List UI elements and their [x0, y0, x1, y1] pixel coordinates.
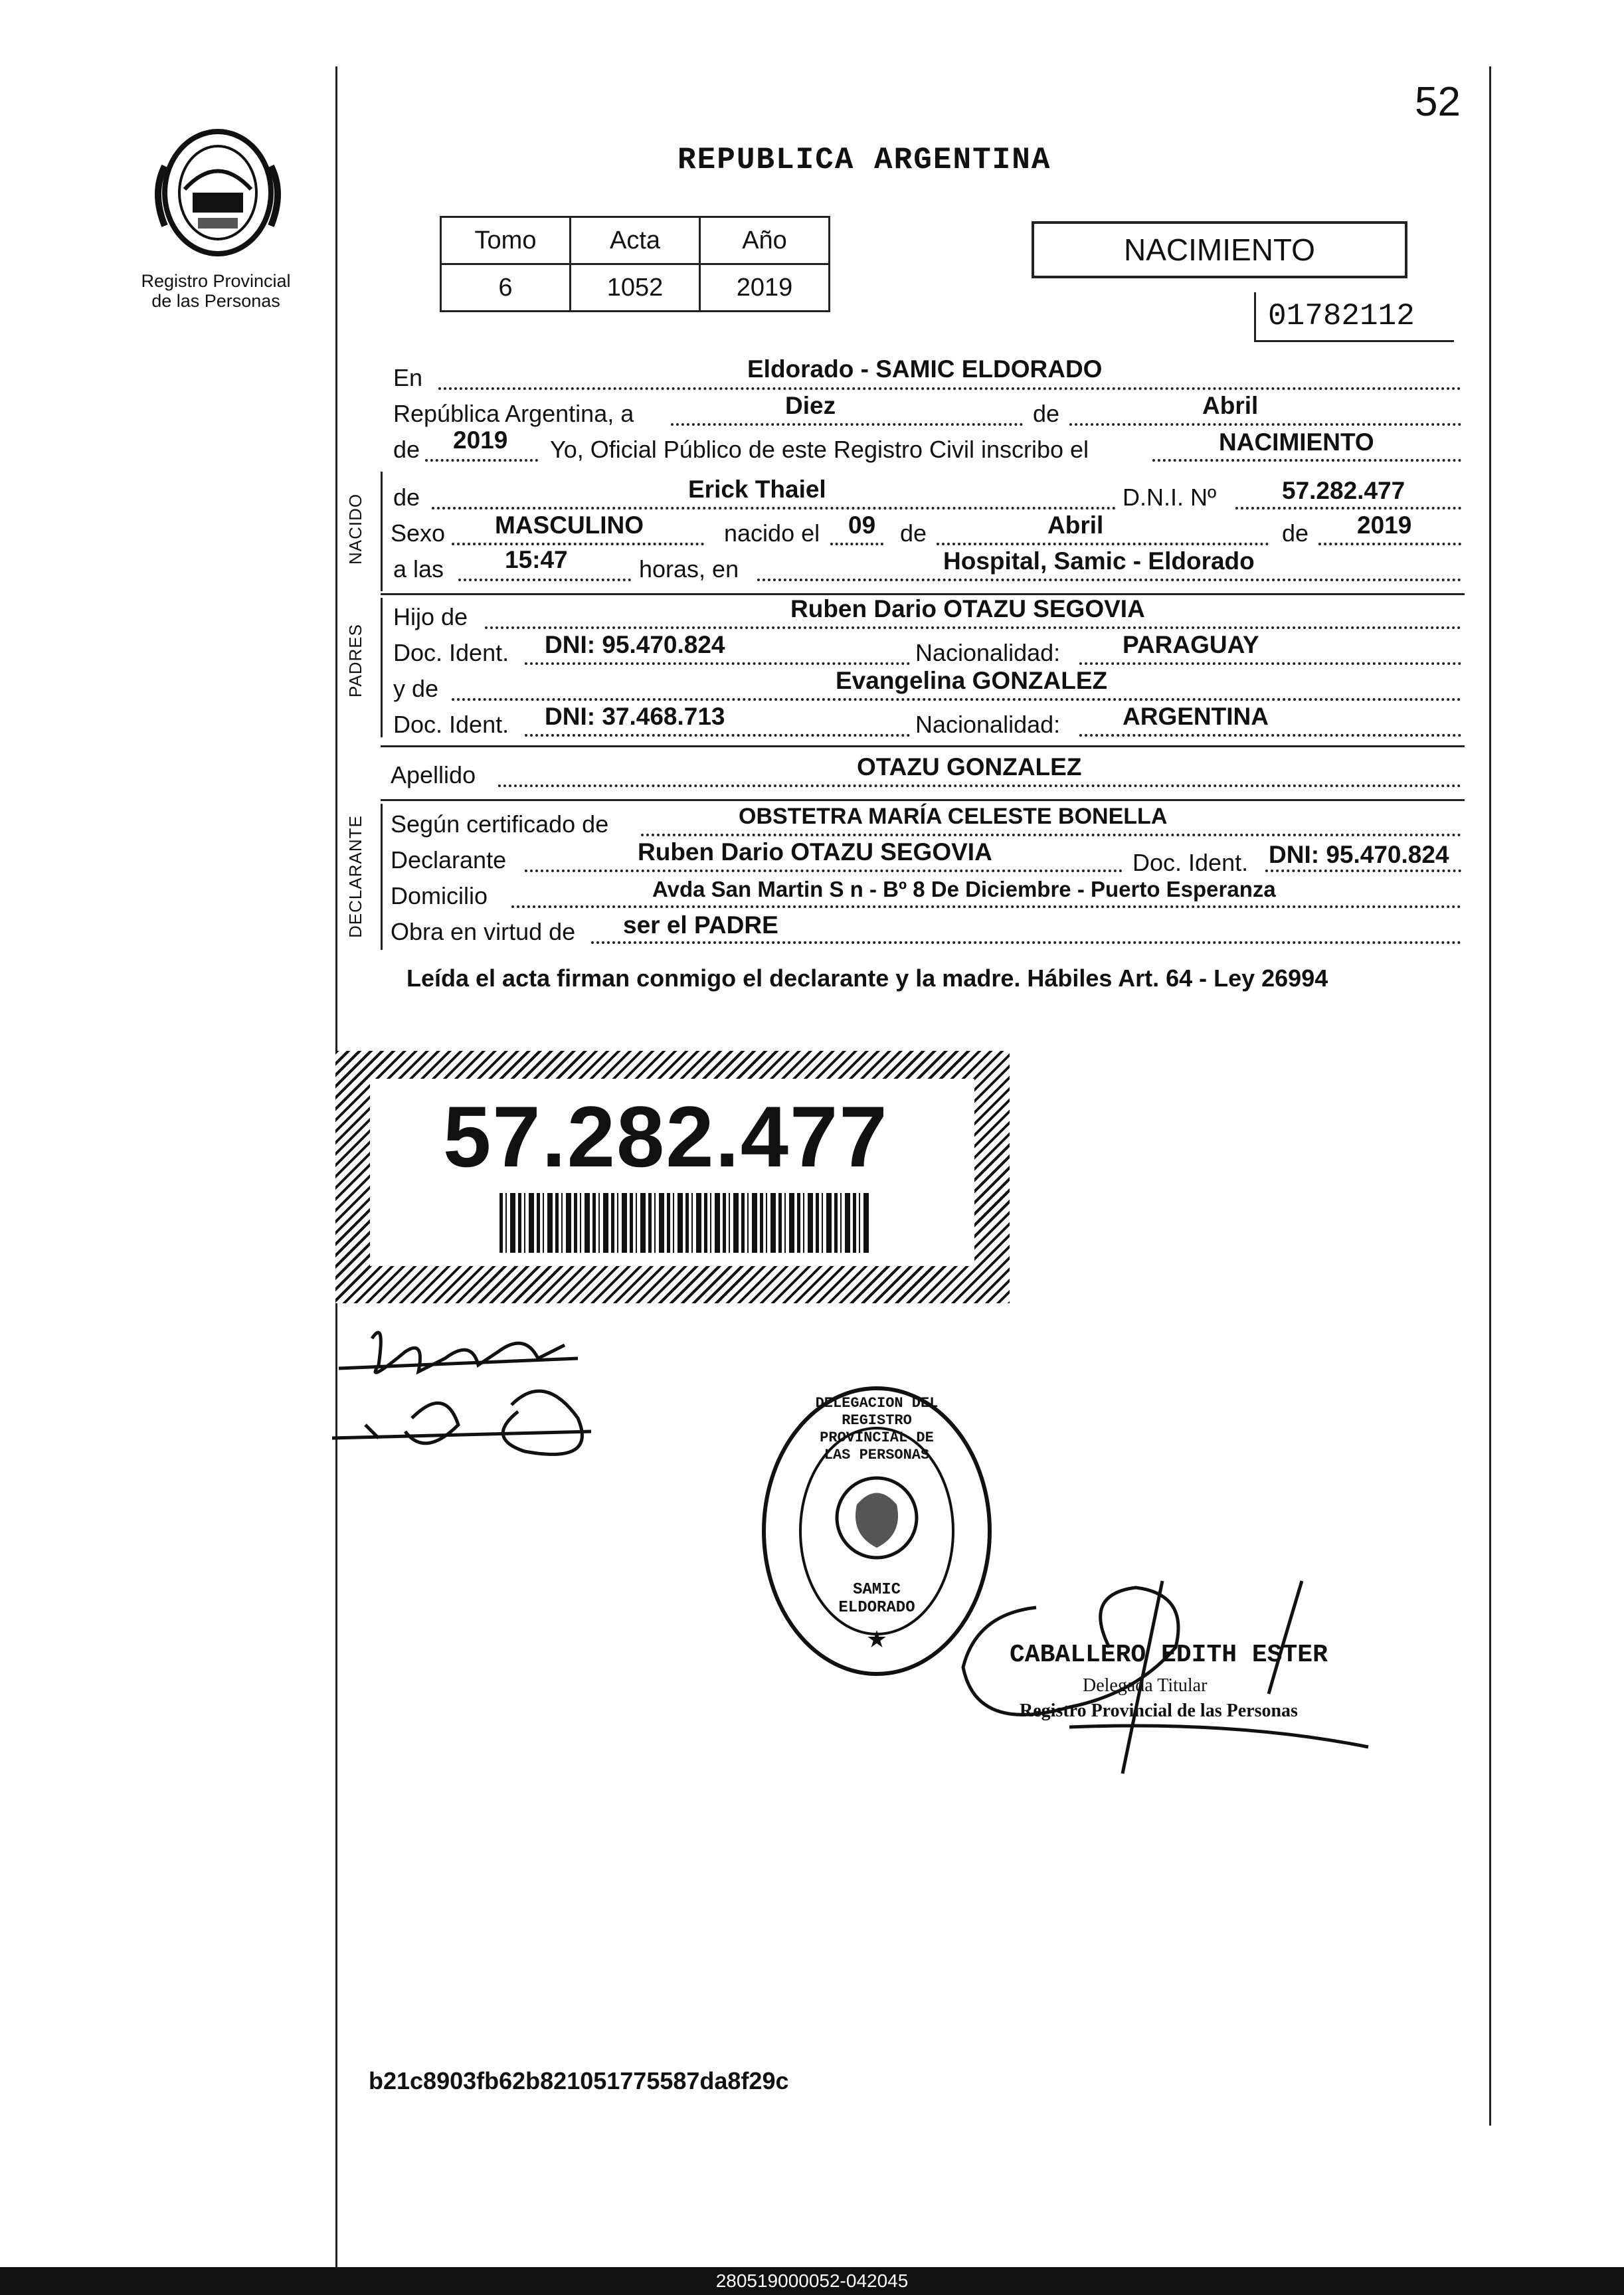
- apellido-label: Apellido: [391, 761, 476, 788]
- closing-text: Leída el acta firman conmigo el declarante y la madre. Hábiles Art. 64 - Ley 26994: [406, 964, 1328, 992]
- province-logo: [151, 126, 284, 259]
- footer-code: 280519000052-042045: [0, 2267, 1624, 2295]
- hijo-de-label: Hijo de: [393, 603, 468, 630]
- right-margin-line: [1489, 66, 1491, 2126]
- dots: [1265, 870, 1461, 872]
- dots: [525, 870, 1123, 872]
- dots: [1079, 734, 1461, 737]
- obra-value: ser el PADRE: [623, 911, 778, 939]
- father-name: Ruben Dario OTAZU SEGOVIA: [790, 595, 1145, 622]
- dots: [1152, 459, 1461, 462]
- nacido-el-label: nacido el: [724, 519, 820, 547]
- declarante-section-label: DECLARANTE: [345, 815, 365, 938]
- section-rule: [381, 799, 1465, 801]
- dots: [830, 543, 883, 545]
- barcode-label: [335, 1051, 1010, 1303]
- mother-nationality: ARGENTINA: [1123, 703, 1269, 730]
- country-title: REPUBLICA ARGENTINA: [677, 143, 1051, 177]
- mother-name: Evangelina GONZALEZ: [836, 667, 1108, 694]
- dots: [485, 626, 1461, 629]
- dots: [432, 507, 1116, 509]
- father-nat-label: Nacionalidad:: [915, 639, 1061, 666]
- stamp-inner-text: SAMIC ELDORADO: [838, 1581, 915, 1617]
- birth-time: 15:47: [505, 546, 568, 573]
- sexo-label: Sexo: [391, 519, 446, 547]
- dots: [671, 423, 1023, 426]
- year-value: 2019: [453, 426, 508, 454]
- table-header-ano: Año: [700, 217, 830, 264]
- cert-value: OBSTETRA MARÍA CELESTE BONELLA: [739, 804, 1168, 829]
- declarante-doc: DNI: 95.470.824: [1269, 841, 1449, 868]
- dots: [1069, 423, 1461, 426]
- sexo-value: MASCULINO: [495, 511, 644, 539]
- nacido-de-label: de: [393, 484, 420, 511]
- dots: [591, 941, 1461, 944]
- nacido-section-label: NACIDO: [345, 493, 365, 565]
- mother-doc: DNI: 37.468.713: [545, 703, 725, 730]
- republica-label: República Argentina, a: [393, 400, 634, 427]
- horas-label: horas, en: [639, 555, 739, 583]
- stamp-ring-text: DELEGACION DEL REGISTRO PROVINCIAL DE LAS PERSONAS: [815, 1395, 939, 1463]
- y-de-label: y de: [393, 675, 439, 702]
- dots: [1079, 662, 1461, 665]
- domicilio-value: Avda San Martin S n - Bº 8 De Diciembre - Puerto Esperanza: [652, 877, 1276, 901]
- act-value: NACIMIENTO: [1219, 428, 1374, 456]
- official-office: Registro Provincial de las Personas: [1020, 1700, 1298, 1721]
- barcode-number: 57.282.477: [443, 1088, 889, 1185]
- dots: [1318, 543, 1461, 545]
- declarante-label: Declarante: [391, 846, 507, 873]
- birth-place: Hospital, Samic - Eldorado: [943, 547, 1255, 575]
- day-value: Diez: [785, 392, 836, 419]
- de-year-label: de: [393, 436, 420, 463]
- dots: [525, 734, 910, 737]
- father-doc: DNI: 95.470.824: [545, 631, 725, 658]
- table-value-acta: 1052: [571, 264, 700, 312]
- table-header-tomo: Tomo: [441, 217, 571, 264]
- record-table: [440, 216, 830, 312]
- section-bracket: [381, 598, 383, 737]
- dots: [641, 834, 1461, 836]
- page-number: 52: [1415, 79, 1461, 125]
- official-role: Delegada Titular: [1083, 1675, 1208, 1696]
- de-label-2: de: [900, 519, 927, 547]
- document-hash: b21c8903fb62b821051775587da8f29c: [369, 2067, 789, 2094]
- oficial-label: Yo, Oficial Público de este Registro Civil inscribo el: [550, 436, 1089, 463]
- father-doc-label: Doc. Ident.: [393, 639, 509, 666]
- birth-year: 2019: [1357, 511, 1412, 539]
- star-glyph: ★: [865, 1625, 888, 1653]
- serial-number: 01782112: [1254, 292, 1454, 342]
- table-header-acta: Acta: [571, 217, 700, 264]
- mother-nat-label: Nacionalidad:: [915, 711, 1061, 738]
- cert-label: Según certificado de: [391, 810, 609, 838]
- dots: [757, 579, 1461, 581]
- dots: [1235, 507, 1461, 509]
- dots: [498, 784, 1461, 787]
- table-value-tomo: 6: [441, 264, 571, 312]
- obra-label: Obra en virtud de: [391, 918, 576, 945]
- a-las-label: a las: [393, 555, 444, 583]
- dots: [937, 543, 1269, 545]
- father-nationality: PARAGUAY: [1123, 631, 1259, 658]
- apellido-value: OTAZU GONZALEZ: [857, 753, 1082, 780]
- en-value: Eldorado - SAMIC ELDORADO: [747, 355, 1103, 383]
- official-signature: [937, 1568, 1388, 1780]
- dots: [511, 905, 1461, 908]
- dots: [525, 662, 910, 665]
- dots: [452, 543, 704, 545]
- section-rule: [381, 745, 1465, 747]
- declarante-doc-label: Doc. Ident.: [1132, 849, 1249, 876]
- dots: [425, 459, 538, 462]
- dots: [452, 698, 1461, 701]
- child-dni: 57.282.477: [1282, 477, 1405, 504]
- mother-doc-label: Doc. Ident.: [393, 711, 509, 738]
- table-value-ano: 2019: [700, 264, 830, 312]
- child-name: Erick Thaiel: [688, 476, 826, 503]
- official-name: CABALLERO EDITH ESTER: [1010, 1641, 1328, 1669]
- dots: [438, 387, 1461, 390]
- domicilio-label: Domicilio: [391, 882, 488, 909]
- en-label: En: [393, 364, 423, 391]
- section-bracket: [381, 804, 383, 950]
- declarante-value: Ruben Dario OTAZU SEGOVIA: [638, 838, 992, 866]
- dots: [458, 579, 631, 581]
- de-label: de: [1033, 400, 1060, 427]
- padres-section-label: PADRES: [345, 624, 365, 697]
- de-label-3: de: [1282, 519, 1309, 547]
- birth-day: 09: [848, 511, 876, 539]
- declarant-signature: [325, 1312, 611, 1471]
- section-bracket: [381, 472, 383, 591]
- dni-label: D.N.I. Nº: [1123, 484, 1217, 511]
- document-type-box: NACIMIENTO: [1032, 221, 1407, 278]
- registry-caption: Registro Provincial de las Personas: [141, 271, 291, 311]
- birth-month: Abril: [1047, 511, 1104, 539]
- barcode-bars: [499, 1193, 871, 1253]
- barcode-inner: [370, 1079, 974, 1266]
- month-value: Abril: [1202, 392, 1259, 419]
